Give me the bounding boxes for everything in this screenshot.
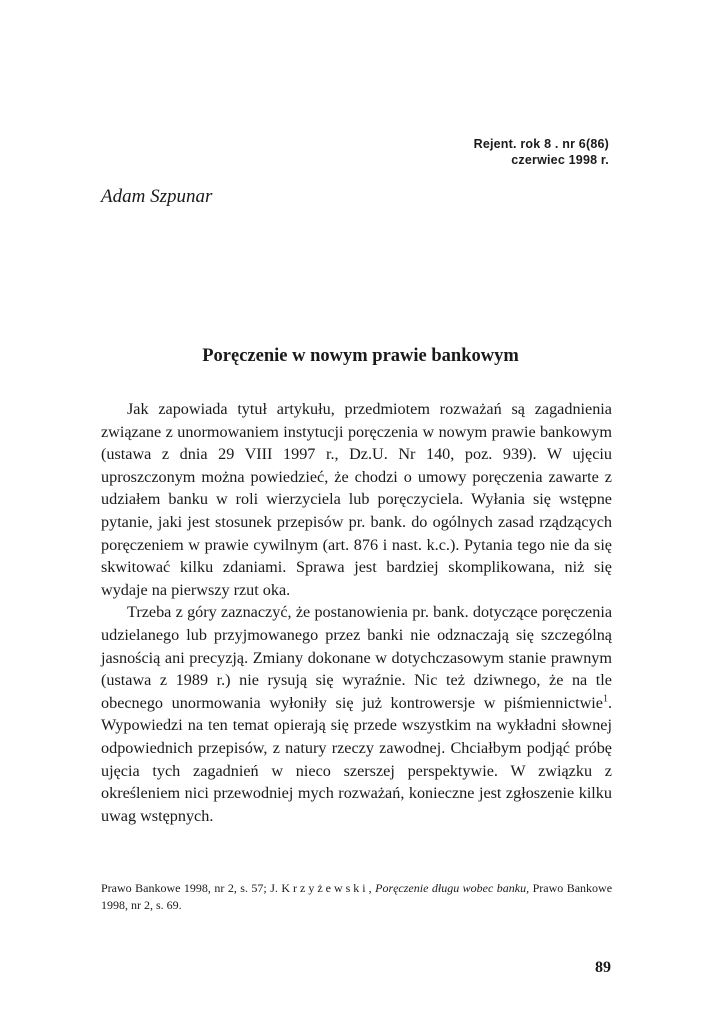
footnote-text-3: Prawo Bankowe 1998, nr 2, s. 69. <box>101 881 613 912</box>
footnote-author: Krzyżewski <box>281 881 369 895</box>
footnote-reference: 1 <box>602 693 608 705</box>
footnote-text-2: , <box>368 881 376 895</box>
footnote <box>101 880 612 914</box>
page-number: 89 <box>595 959 611 976</box>
footnote-cited-title: Poręczenie długu wobec banku, <box>375 881 530 895</box>
journal-info <box>474 136 609 168</box>
article-title: Poręczenie w nowym prawie bankowym <box>202 346 519 366</box>
author-name: Adam Szpunar <box>101 186 213 207</box>
paragraph-2-text-before-note: Trzeba z góry zaznaczyć, że postanowienia pr. bank. dotyczące poręczenia udzielanego lub przyjmowanego przez banki nie odznaczają się szczególną jasnością ani precyzją. Zmiany dokonane w dotychczasowym stanie prawnym (ustawa z 1989 r.) nie rysują się wyraźnie. Nic też dziwnego, że na tle obecnego unormowania wyłoniły się już kontrowersje w piśmiennictwie <box>101 603 612 712</box>
footnote-text-1: Prawo Bankowe 1998, nr 2, s. 57; J. <box>101 881 282 895</box>
article-body <box>101 398 612 827</box>
body-paragraph-1: Jak zapowiada tytuł artykułu, przedmiotem rozważań są zagadnienia związane z unormowaniem instytucji poręczenia w nowym prawie bankowym (ustawa z dnia 29 VIII 1997 r., Dz.U. Nr 140, poz. 939). W ujęciu uproszczonym można powiedzieć, że chodzi o umowy poręczenia zawarte z udziałem banku w roli wierzyciela lub poręczyciela. Wyłania się wstępne pytanie, jaki jest stosunek przepisów pr. bank. do ogólnych zasad rządzących poręczeniem w prawie cywilnym (art. 876 i nast. k.c.). Pytania tego nie da się skwitować kilku zdaniami. Sprawa jest bardziej skomplikowana, niż się wydaje na pierwszy rzut oka. <box>101 400 612 599</box>
journal-issue-line: Rejent. rok 8 . nr 6(86) <box>473 137 609 151</box>
paragraph-2-text-after-note: . Wypowiedzi na ten temat opierają się przede wszystkim na wykładni słownej odpowiednich przepisów, z natury rzeczy zawodnej. Chciałbym podjąć próbę ujęcia tych zagadnień w nieco szerszej perspektywie. W związku z określeniem nici przewodniej mych rozważań, konieczne jest zgłoszenie kilku uwag wstępnych. <box>101 693 612 825</box>
body-paragraph-2 <box>101 601 612 827</box>
journal-date-line: czerwiec 1998 r. <box>511 153 609 167</box>
